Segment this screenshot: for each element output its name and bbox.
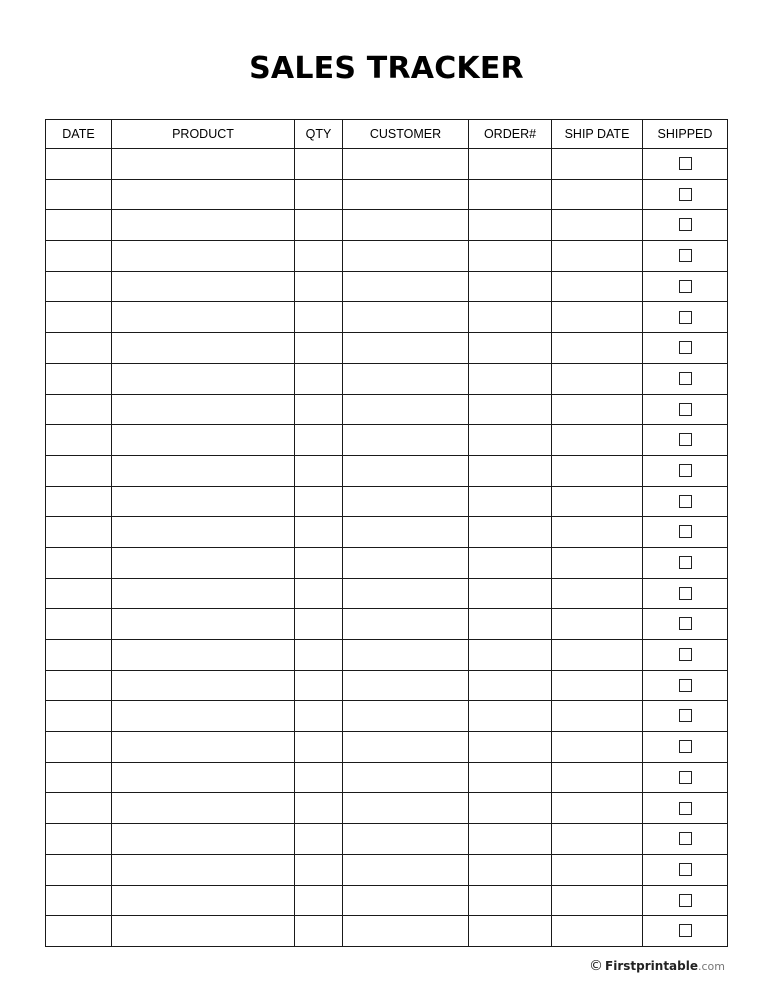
product-cell[interactable]	[112, 241, 295, 272]
shipped-checkbox[interactable]	[679, 863, 692, 876]
qty-cell[interactable]	[295, 701, 343, 732]
shipped-cell	[643, 486, 728, 517]
product-cell[interactable]	[112, 486, 295, 517]
shipped-cell	[643, 793, 728, 824]
ship-date-cell[interactable]	[552, 762, 643, 793]
ship-date-cell[interactable]	[552, 640, 643, 671]
brand-domain: .com	[698, 959, 725, 973]
date-cell[interactable]	[46, 363, 112, 394]
shipped-cell	[643, 455, 728, 486]
table-row	[46, 609, 728, 640]
customer-cell[interactable]	[343, 394, 469, 425]
table-row	[46, 640, 728, 671]
order-number-cell[interactable]	[469, 578, 552, 609]
date-cell[interactable]	[46, 762, 112, 793]
customer-cell[interactable]	[343, 916, 469, 947]
order-number-cell[interactable]	[469, 670, 552, 701]
qty-cell[interactable]	[295, 824, 343, 855]
order-number-cell[interactable]	[469, 210, 552, 241]
ship-date-cell[interactable]	[552, 701, 643, 732]
column-header-customer: CUSTOMER	[343, 120, 469, 149]
qty-cell[interactable]	[295, 363, 343, 394]
shipped-checkbox[interactable]	[679, 894, 692, 907]
shipped-cell	[643, 885, 728, 916]
shipped-cell	[643, 670, 728, 701]
ship-date-cell[interactable]	[552, 210, 643, 241]
order-number-cell[interactable]	[469, 241, 552, 272]
table-row	[46, 916, 728, 947]
product-cell[interactable]	[112, 455, 295, 486]
ship-date-cell[interactable]	[552, 271, 643, 302]
product-cell[interactable]	[112, 854, 295, 885]
date-cell[interactable]	[46, 149, 112, 180]
date-cell[interactable]	[46, 271, 112, 302]
product-cell[interactable]	[112, 302, 295, 333]
qty-cell[interactable]	[295, 241, 343, 272]
ship-date-cell[interactable]	[552, 517, 643, 548]
date-cell[interactable]	[46, 210, 112, 241]
qty-cell[interactable]	[295, 302, 343, 333]
order-number-cell[interactable]	[469, 885, 552, 916]
order-number-cell[interactable]	[469, 302, 552, 333]
qty-cell[interactable]	[295, 854, 343, 885]
qty-cell[interactable]	[295, 640, 343, 671]
customer-cell[interactable]	[343, 179, 469, 210]
qty-cell[interactable]	[295, 179, 343, 210]
customer-cell[interactable]	[343, 824, 469, 855]
ship-date-cell[interactable]	[552, 578, 643, 609]
qty-cell[interactable]	[295, 547, 343, 578]
product-cell[interactable]	[112, 363, 295, 394]
date-cell[interactable]	[46, 517, 112, 548]
shipped-cell	[643, 701, 728, 732]
table-row	[46, 394, 728, 425]
customer-cell[interactable]	[343, 762, 469, 793]
shipped-checkbox[interactable]	[679, 802, 692, 815]
date-cell[interactable]	[46, 333, 112, 364]
order-number-cell[interactable]	[469, 455, 552, 486]
column-header-qty: QTY	[295, 120, 343, 149]
order-number-cell[interactable]	[469, 271, 552, 302]
column-header-ship-date: SHIP DATE	[552, 120, 643, 149]
column-header-product: PRODUCT	[112, 120, 295, 149]
ship-date-cell[interactable]	[552, 732, 643, 763]
table-row	[46, 486, 728, 517]
customer-cell[interactable]	[343, 854, 469, 885]
date-cell[interactable]	[46, 455, 112, 486]
ship-date-cell[interactable]	[552, 885, 643, 916]
table-header-row	[46, 120, 728, 149]
customer-cell[interactable]	[343, 517, 469, 548]
date-cell[interactable]	[46, 425, 112, 456]
order-number-cell[interactable]	[469, 701, 552, 732]
shipped-cell	[643, 762, 728, 793]
shipped-checkbox[interactable]	[679, 924, 692, 937]
qty-cell[interactable]	[295, 793, 343, 824]
table-row	[46, 302, 728, 333]
shipped-checkbox[interactable]	[679, 617, 692, 630]
order-number-cell[interactable]	[469, 854, 552, 885]
qty-cell[interactable]	[295, 425, 343, 456]
qty-cell[interactable]	[295, 517, 343, 548]
shipped-checkbox[interactable]	[679, 372, 692, 385]
customer-cell[interactable]	[343, 793, 469, 824]
table-row	[46, 455, 728, 486]
ship-date-cell[interactable]	[552, 824, 643, 855]
order-number-cell[interactable]	[469, 425, 552, 456]
ship-date-cell[interactable]	[552, 149, 643, 180]
qty-cell[interactable]	[295, 333, 343, 364]
shipped-cell	[643, 640, 728, 671]
shipped-cell	[643, 916, 728, 947]
shipped-cell	[643, 149, 728, 180]
table-row	[46, 854, 728, 885]
date-cell[interactable]	[46, 824, 112, 855]
shipped-cell	[643, 241, 728, 272]
qty-cell[interactable]	[295, 885, 343, 916]
customer-cell[interactable]	[343, 732, 469, 763]
product-cell[interactable]	[112, 271, 295, 302]
shipped-checkbox[interactable]	[679, 433, 692, 446]
shipped-cell	[643, 271, 728, 302]
customer-cell[interactable]	[343, 547, 469, 578]
customer-cell[interactable]	[343, 271, 469, 302]
order-number-cell[interactable]	[469, 333, 552, 364]
shipped-cell	[643, 517, 728, 548]
product-cell[interactable]	[112, 732, 295, 763]
order-number-cell[interactable]	[469, 732, 552, 763]
order-number-cell[interactable]	[469, 793, 552, 824]
customer-cell[interactable]	[343, 425, 469, 456]
shipped-cell	[643, 578, 728, 609]
shipped-checkbox[interactable]	[679, 525, 692, 538]
table-row	[46, 210, 728, 241]
product-cell[interactable]	[112, 916, 295, 947]
product-cell[interactable]	[112, 793, 295, 824]
product-cell[interactable]	[112, 394, 295, 425]
customer-cell[interactable]	[343, 609, 469, 640]
table-row	[46, 793, 728, 824]
column-header-order-number: ORDER#	[469, 120, 552, 149]
shipped-checkbox[interactable]	[679, 495, 692, 508]
customer-cell[interactable]	[343, 210, 469, 241]
shipped-cell	[643, 547, 728, 578]
copyright-icon: ©	[589, 958, 604, 974]
qty-cell[interactable]	[295, 916, 343, 947]
sales-tracker-table	[45, 119, 728, 947]
ship-date-cell[interactable]	[552, 547, 643, 578]
date-cell[interactable]	[46, 241, 112, 272]
date-cell[interactable]	[46, 609, 112, 640]
customer-cell[interactable]	[343, 302, 469, 333]
table-row	[46, 517, 728, 548]
order-number-cell[interactable]	[469, 486, 552, 517]
shipped-checkbox[interactable]	[679, 188, 692, 201]
shipped-checkbox[interactable]	[679, 679, 692, 692]
order-number-cell[interactable]	[469, 547, 552, 578]
table-row	[46, 333, 728, 364]
ship-date-cell[interactable]	[552, 179, 643, 210]
product-cell[interactable]	[112, 640, 295, 671]
customer-cell[interactable]	[343, 486, 469, 517]
customer-cell[interactable]	[343, 455, 469, 486]
qty-cell[interactable]	[295, 609, 343, 640]
table-row	[46, 241, 728, 272]
qty-cell[interactable]	[295, 762, 343, 793]
table-row	[46, 547, 728, 578]
date-cell[interactable]	[46, 547, 112, 578]
page-title: SALES TRACKER	[249, 51, 524, 86]
ship-date-cell[interactable]	[552, 455, 643, 486]
order-number-cell[interactable]	[469, 916, 552, 947]
date-cell[interactable]	[46, 916, 112, 947]
order-number-cell[interactable]	[469, 363, 552, 394]
qty-cell[interactable]	[295, 394, 343, 425]
qty-cell[interactable]	[295, 455, 343, 486]
table-row	[46, 271, 728, 302]
product-cell[interactable]	[112, 578, 295, 609]
order-number-cell[interactable]	[469, 179, 552, 210]
customer-cell[interactable]	[343, 363, 469, 394]
product-cell[interactable]	[112, 179, 295, 210]
shipped-cell	[643, 210, 728, 241]
shipped-checkbox[interactable]	[679, 740, 692, 753]
table-row	[46, 701, 728, 732]
product-cell[interactable]	[112, 824, 295, 855]
date-cell[interactable]	[46, 640, 112, 671]
product-cell[interactable]	[112, 547, 295, 578]
date-cell[interactable]	[46, 486, 112, 517]
product-cell[interactable]	[112, 517, 295, 548]
order-number-cell[interactable]	[469, 517, 552, 548]
customer-cell[interactable]	[343, 241, 469, 272]
shipped-checkbox[interactable]	[679, 280, 692, 293]
date-cell[interactable]	[46, 179, 112, 210]
table-row	[46, 824, 728, 855]
customer-cell[interactable]	[343, 885, 469, 916]
footer-brand	[589, 958, 725, 974]
shipped-cell	[643, 302, 728, 333]
shipped-cell	[643, 333, 728, 364]
ship-date-cell[interactable]	[552, 670, 643, 701]
date-cell[interactable]	[46, 854, 112, 885]
column-header-shipped: SHIPPED	[643, 120, 728, 149]
qty-cell[interactable]	[295, 149, 343, 180]
date-cell[interactable]	[46, 394, 112, 425]
product-cell[interactable]	[112, 425, 295, 456]
shipped-checkbox[interactable]	[679, 464, 692, 477]
ship-date-cell[interactable]	[552, 363, 643, 394]
table-row	[46, 179, 728, 210]
qty-cell[interactable]	[295, 271, 343, 302]
qty-cell[interactable]	[295, 732, 343, 763]
ship-date-cell[interactable]	[552, 793, 643, 824]
shipped-checkbox[interactable]	[679, 771, 692, 784]
customer-cell[interactable]	[343, 670, 469, 701]
date-cell[interactable]	[46, 732, 112, 763]
shipped-cell	[643, 824, 728, 855]
brand-name: Firstprintable	[605, 959, 698, 973]
order-number-cell[interactable]	[469, 824, 552, 855]
date-cell[interactable]	[46, 793, 112, 824]
product-cell[interactable]	[112, 885, 295, 916]
table-row	[46, 670, 728, 701]
shipped-cell	[643, 425, 728, 456]
shipped-cell	[643, 363, 728, 394]
table-row	[46, 885, 728, 916]
shipped-checkbox[interactable]	[679, 249, 692, 262]
product-cell[interactable]	[112, 210, 295, 241]
customer-cell[interactable]	[343, 333, 469, 364]
table-row	[46, 578, 728, 609]
ship-date-cell[interactable]	[552, 916, 643, 947]
table-body	[46, 149, 728, 947]
ship-date-cell[interactable]	[552, 425, 643, 456]
order-number-cell[interactable]	[469, 640, 552, 671]
shipped-cell	[643, 854, 728, 885]
ship-date-cell[interactable]	[552, 394, 643, 425]
customer-cell[interactable]	[343, 578, 469, 609]
shipped-checkbox[interactable]	[679, 709, 692, 722]
product-cell[interactable]	[112, 701, 295, 732]
table-row	[46, 762, 728, 793]
ship-date-cell[interactable]	[552, 486, 643, 517]
shipped-checkbox[interactable]	[679, 832, 692, 845]
qty-cell[interactable]	[295, 670, 343, 701]
shipped-cell	[643, 732, 728, 763]
shipped-cell	[643, 394, 728, 425]
shipped-checkbox[interactable]	[679, 587, 692, 600]
customer-cell[interactable]	[343, 149, 469, 180]
order-number-cell[interactable]	[469, 762, 552, 793]
shipped-checkbox[interactable]	[679, 341, 692, 354]
ship-date-cell[interactable]	[552, 241, 643, 272]
order-number-cell[interactable]	[469, 149, 552, 180]
shipped-cell	[643, 609, 728, 640]
date-cell[interactable]	[46, 885, 112, 916]
customer-cell[interactable]	[343, 701, 469, 732]
ship-date-cell[interactable]	[552, 609, 643, 640]
shipped-checkbox[interactable]	[679, 218, 692, 231]
table-row	[46, 425, 728, 456]
product-cell[interactable]	[112, 670, 295, 701]
column-header-date: DATE	[46, 120, 112, 149]
customer-cell[interactable]	[343, 640, 469, 671]
date-cell[interactable]	[46, 302, 112, 333]
shipped-checkbox[interactable]	[679, 648, 692, 661]
qty-cell[interactable]	[295, 486, 343, 517]
table-row	[46, 149, 728, 180]
shipped-cell	[643, 179, 728, 210]
shipped-checkbox[interactable]	[679, 403, 692, 416]
ship-date-cell[interactable]	[552, 302, 643, 333]
date-cell[interactable]	[46, 701, 112, 732]
shipped-checkbox[interactable]	[679, 311, 692, 324]
product-cell[interactable]	[112, 333, 295, 364]
product-cell[interactable]	[112, 149, 295, 180]
product-cell[interactable]	[112, 609, 295, 640]
table-row	[46, 732, 728, 763]
shipped-checkbox[interactable]	[679, 556, 692, 569]
ship-date-cell[interactable]	[552, 333, 643, 364]
order-number-cell[interactable]	[469, 609, 552, 640]
qty-cell[interactable]	[295, 578, 343, 609]
qty-cell[interactable]	[295, 210, 343, 241]
date-cell[interactable]	[46, 578, 112, 609]
ship-date-cell[interactable]	[552, 854, 643, 885]
table-row	[46, 363, 728, 394]
shipped-checkbox[interactable]	[679, 157, 692, 170]
order-number-cell[interactable]	[469, 394, 552, 425]
product-cell[interactable]	[112, 762, 295, 793]
date-cell[interactable]	[46, 670, 112, 701]
